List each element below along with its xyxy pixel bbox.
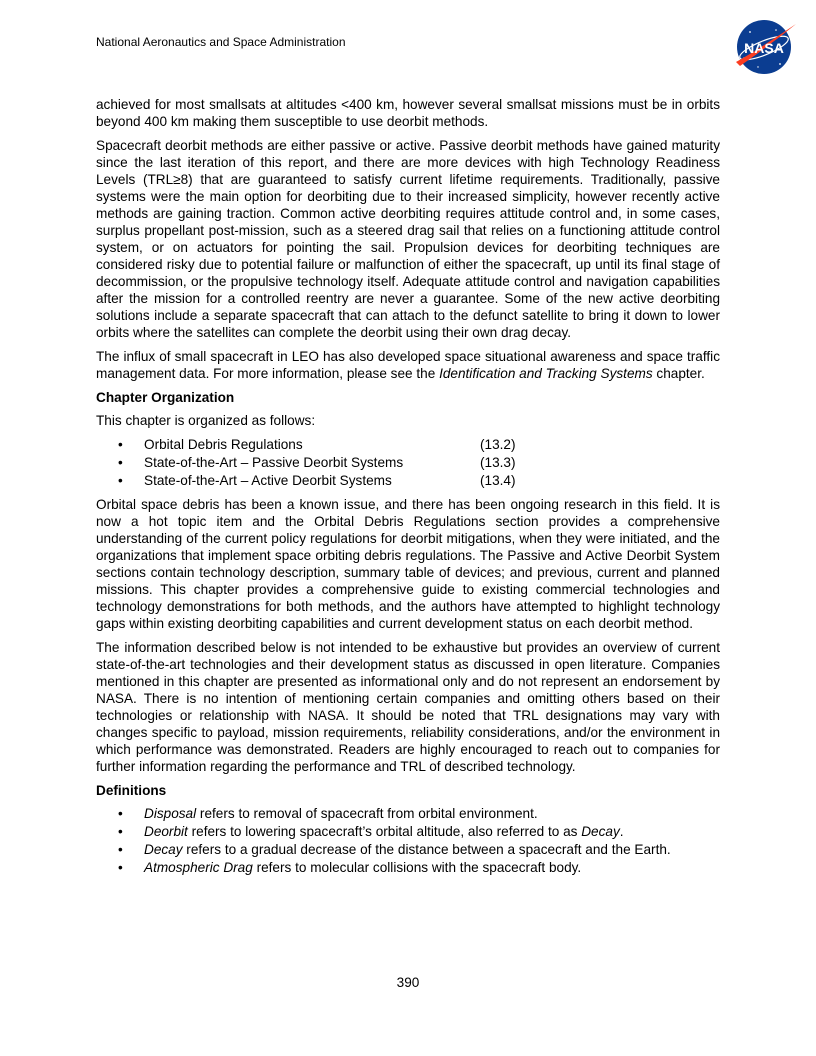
definitions-list (96, 805, 720, 877)
chapter-organization-list (96, 436, 720, 490)
definition-text: refers to molecular collisions with the spacecraft body. (252, 860, 582, 875)
nasa-logo-icon (730, 18, 798, 76)
paragraph-disclaimer: The information described below is not intended to be exhaustive but provides an overview of current state-of-the-art technologies and their development status as discussed in open literature. Companies mentioned in this chapter are presented as informational only and do not represent an endorsement by NASA. There is no intention of mentioning certain companies and omitting others based on their technologies or relationship with NASA. It should be noted that TRL designations may vary with changes specific to payload, mission requirements, reliability considerations, and/or the environment in which performance was demonstrated. Readers are highly encouraged to reach out to companies for further information regarding the performance and TRL of described technology. (96, 640, 720, 774)
nasa-logo-text: NASA (744, 40, 784, 56)
section-number: (13.3) (480, 455, 516, 470)
list-item (96, 454, 720, 472)
agency-name: National Aeronautics and Space Administration (96, 35, 346, 49)
paragraph-deorbit-methods: Spacecraft deorbit methods are either passive or active. Passive deorbit methods have gained maturity since the last iteration of this report, and there are more devices with high Technology Readiness Levels (TRL≥8) that are guaranteed to satisfy current lifetime requirements. Traditionally, passive systems were the main option for deorbiting due to their increased simplicity, however recently active methods are gaining traction. Common active deorbiting requires attitude control and, in some cases, surplus propellant post-mission, such as a steered drag sail that relies on a functioning attitude control system, or on actuators for pointing the sail. Propulsion devices for deorbiting techniques are considered risky due to potential failure or malfunction of either the spacecraft, up until its final stage of decommission, or the propulsive technology itself. Adequate attitude control and navigation capabilities after the mission for a controlled reentry are never a guarantee. Some of the new active deorbiting solutions include a separate spacecraft that can attach to the defunct satellite to bring it down to lower orbits where the satellites can complete the deorbit using their own drag decay. (96, 138, 720, 340)
definition-term: Decay (144, 842, 183, 857)
definition-term: Deorbit (144, 824, 188, 839)
list-item (96, 805, 720, 823)
section-title: State-of-the-Art – Passive Deorbit Systems (144, 455, 404, 470)
definition-term: Atmospheric Drag (144, 860, 253, 875)
paragraph-orbital-debris: Orbital space debris has been a known issue, and there has been ongoing research in this field. It is now a hot topic item and the Orbital Debris Regulations section provides a comprehensive understanding of the current policy regulations for deorbit mitigations, when they were initiated, and the organizations that implement space orbiting debris regulations. The Passive and Active Deorbit System sections contain technology description, summary table of devices; and previous, current and planned missions. This chapter provides a comprehensive guide to existing commercial technologies and technology demonstrations for both methods, and the authors have attempted to highlight technology gaps within existing deorbiting capabilities and current development status on each deorbit method. (96, 497, 720, 631)
definition-term-inline: Decay (581, 824, 620, 839)
paragraph-influx-tail: chapter. (652, 366, 705, 381)
list-item (96, 823, 720, 841)
chapter-organization-intro: This chapter is organized as follows: (96, 413, 316, 428)
page-number: 390 (396, 975, 420, 990)
section-title: State-of-the-Art – Active Deorbit Systems (144, 473, 392, 488)
definitions-heading: Definitions (96, 783, 167, 798)
paragraph-influx (96, 348, 720, 382)
list-item (96, 436, 720, 454)
section-number: (13.4) (480, 473, 516, 488)
chapter-organization-heading: Chapter Organization (96, 390, 235, 405)
chapter-reference: Identification and Tracking Systems (439, 366, 653, 381)
definition-text: refers to lowering spacecraft’s orbital altitude, also referred to as (187, 824, 582, 839)
list-item (96, 472, 720, 490)
paragraph-influx-text: The influx of small spacecraft in LEO has also developed space situational awareness and space traffic management data. For more information, please see the (96, 349, 720, 381)
paragraph-continuation: achieved for most smallsats at altitudes <400 km, however several smallsat missions must be in orbits beyond 400 km making them susceptible to use deorbit methods. (96, 97, 720, 129)
definition-text: refers to a gradual decrease of the distance between a spacecraft and the Earth. (182, 842, 671, 857)
definition-text: refers to removal of spacecraft from orbital environment. (196, 806, 538, 821)
section-number: (13.2) (480, 437, 516, 452)
main-content (96, 96, 720, 877)
list-item (96, 859, 720, 877)
definition-term: Disposal (144, 806, 197, 821)
list-item (96, 841, 720, 859)
section-title: Orbital Debris Regulations (144, 437, 303, 452)
definition-tail: . (619, 824, 624, 839)
